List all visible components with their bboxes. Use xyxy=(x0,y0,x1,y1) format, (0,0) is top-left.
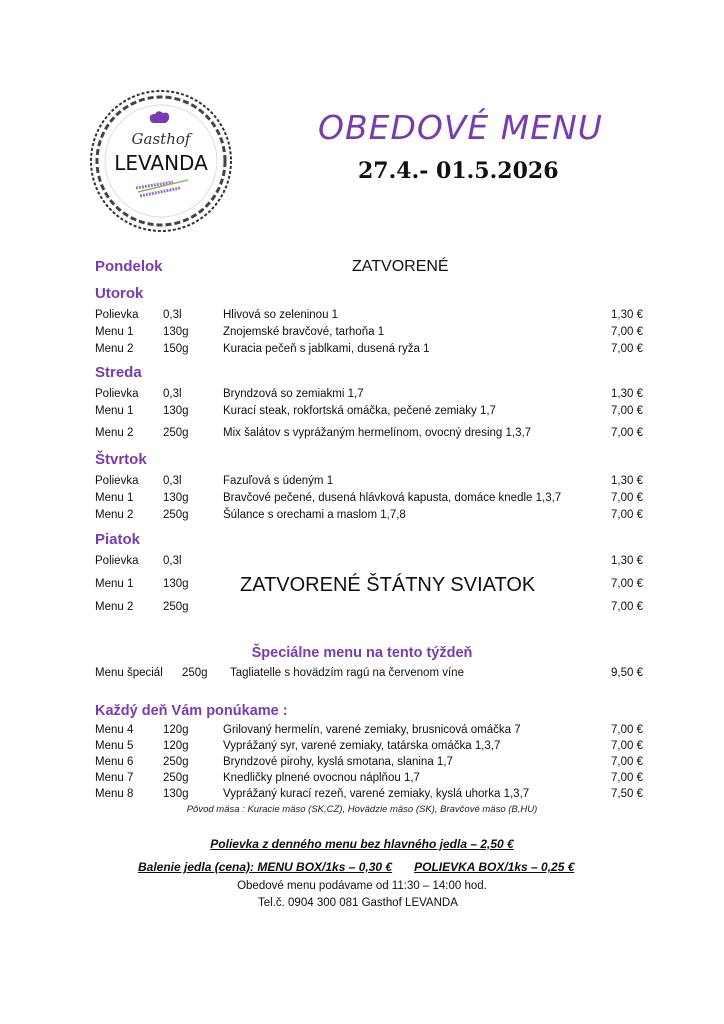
lavender-chef-hat-logo-icon xyxy=(88,88,234,234)
item-type: Polievka xyxy=(95,475,139,487)
item-desc: Šúlance s orechami a maslom 1,7,8 xyxy=(223,509,406,521)
menu-row xyxy=(95,492,643,509)
page-title: OBEDOVÉ MENU xyxy=(318,108,603,147)
item-size: 250g xyxy=(163,756,189,768)
item-desc: Vyprážaný kurací rezeň, varené zemiaky, kyslá uhorka 1,3,7 xyxy=(223,788,530,800)
item-size: 250g xyxy=(163,427,189,439)
item-type: Menu 2 xyxy=(95,509,134,521)
packaging-soup-box: POLIEVKA BOX/1ks – 0,25 € xyxy=(414,860,575,874)
item-price: 7,00 € xyxy=(611,578,643,590)
everyday-menu-heading: Každý deň Vám ponúkame : xyxy=(95,703,288,719)
item-type: Menu špeciál xyxy=(95,667,163,679)
item-type: Menu 5 xyxy=(95,740,134,752)
item-type: Menu 2 xyxy=(95,601,134,613)
holiday-closed-label: ZATVORENÉ ŠTÁTNY SVIATOK xyxy=(240,574,536,596)
menu-row xyxy=(95,509,643,526)
closed-label-pondelok: ZATVORENÉ xyxy=(352,258,449,275)
item-type: Polievka xyxy=(95,388,139,400)
item-size: 120g xyxy=(163,740,189,752)
item-desc: Vyprážaný syr, varené zemiaky, tatárska omáčka 1,3,7 xyxy=(223,740,501,752)
item-price: 7,00 € xyxy=(611,601,643,613)
menu-row xyxy=(95,772,643,789)
logo-line2: LEVANDA xyxy=(114,151,208,175)
item-size: 250g xyxy=(163,601,189,613)
item-price: 7,50 € xyxy=(611,788,643,800)
item-price: 7,00 € xyxy=(611,427,643,439)
menu-row xyxy=(95,427,643,444)
item-desc: Mix šalátov s vyprážaným hermelínom, ovocný dresing 1,3,7 xyxy=(223,427,532,439)
item-price: 7,00 € xyxy=(611,492,643,504)
item-desc: Kuracia pečeň s jablkami, dusená ryža 1 xyxy=(223,343,430,355)
item-type: Menu 1 xyxy=(95,578,134,590)
item-price: 7,00 € xyxy=(611,326,643,338)
contact-phone: Tel.č. 0904 300 081 Gasthof LEVANDA xyxy=(258,897,458,909)
item-price: 7,00 € xyxy=(611,756,643,768)
item-size: 250g xyxy=(163,772,189,784)
item-size: 120g xyxy=(163,724,189,736)
item-desc: Tagliatelle s hovädzím ragú na červenom víne xyxy=(230,667,464,679)
special-menu-heading: Špeciálne menu na tento týždeň xyxy=(251,645,473,661)
menu-row xyxy=(95,756,643,773)
item-desc: Grilovaný hermelín, varené zemiaky, brusnicová omáčka 7 xyxy=(223,724,521,736)
item-price: 7,00 € xyxy=(611,740,643,752)
item-size: 250g xyxy=(163,509,189,521)
item-size: 130g xyxy=(163,405,189,417)
menu-row xyxy=(95,309,643,326)
day-heading-pondelok: Pondelok xyxy=(95,258,163,275)
item-desc: Hlivová so zeleninou 1 xyxy=(223,309,339,321)
item-size: 0,3l xyxy=(163,388,182,400)
logo-line1: Gasthof xyxy=(131,130,191,148)
day-heading-utorok: Utorok xyxy=(95,285,144,302)
item-desc: Bryndzová so zemiakmi 1,7 xyxy=(223,388,364,400)
item-type: Menu 2 xyxy=(95,343,134,355)
packaging-menu-box: Balenie jedla (cena): MENU BOX/1ks – 0,30 € xyxy=(138,860,393,874)
restaurant-logo xyxy=(88,88,234,234)
menu-row xyxy=(95,788,643,805)
item-type: Menu 2 xyxy=(95,427,134,439)
menu-row xyxy=(95,740,643,757)
item-type: Menu 8 xyxy=(95,788,134,800)
item-type: Menu 6 xyxy=(95,756,134,768)
item-desc: Bravčové pečené, dusená hlávková kapusta, domáce knedle 1,3,7 xyxy=(223,492,562,504)
menu-row xyxy=(95,405,643,422)
item-type: Polievka xyxy=(95,555,139,567)
item-size: 0,3l xyxy=(163,555,182,567)
menu-row xyxy=(95,475,643,492)
menu-row xyxy=(95,388,643,405)
item-size: 150g xyxy=(163,343,189,355)
day-heading-piatok: Piatok xyxy=(95,531,141,548)
menu-row xyxy=(95,724,643,741)
item-price: 1,30 € xyxy=(611,555,643,567)
day-heading-streda: Streda xyxy=(95,364,142,381)
item-price: 7,00 € xyxy=(611,772,643,784)
item-desc: Znojemské bravčové, tarhoňa 1 xyxy=(223,326,385,338)
soup-only-price-note: Polievka z denného menu bez hlavného jedla – 2,50 € xyxy=(210,837,514,851)
item-size: 130g xyxy=(163,492,189,504)
item-size: 0,3l xyxy=(163,309,182,321)
item-size: 130g xyxy=(163,578,189,590)
day-heading-stvrtok: Štvrtok xyxy=(95,451,147,468)
item-desc: Bryndzové pirohy, kyslá smotana, slanina 1,7 xyxy=(223,756,453,768)
item-desc: Kurací steak, rokfortská omáčka, pečené zemiaky 1,7 xyxy=(223,405,496,417)
item-price: 1,30 € xyxy=(611,388,643,400)
item-price: 1,30 € xyxy=(611,475,643,487)
item-type: Menu 4 xyxy=(95,724,134,736)
item-price: 1,30 € xyxy=(611,309,643,321)
menu-row xyxy=(95,326,643,343)
item-size: 0,3l xyxy=(163,475,182,487)
item-size: 250g xyxy=(182,667,208,679)
item-desc: Knedličky plnené ovocnou náplňou 1,7 xyxy=(223,772,420,784)
item-price: 7,00 € xyxy=(611,405,643,417)
special-menu-row xyxy=(95,667,643,684)
item-type: Menu 7 xyxy=(95,772,134,784)
date-range: 27.4.- 01.5.2026 xyxy=(358,158,559,184)
menu-row xyxy=(95,601,643,618)
item-price: 9,50 € xyxy=(611,667,643,679)
item-type: Menu 1 xyxy=(95,492,134,504)
packaging-note xyxy=(138,860,574,874)
item-desc: Fazuľová s údeným 1 xyxy=(223,475,334,487)
item-price: 7,00 € xyxy=(611,343,643,355)
item-size: 130g xyxy=(163,788,189,800)
menu-row xyxy=(95,555,643,572)
item-price: 7,00 € xyxy=(611,509,643,521)
menu-row xyxy=(95,343,643,360)
meat-origin-note: Pôvod mäsa : Kuracie mäso (SK,CZ), Hovädzie mäso (SK), Bravčové mäso (B,HU) xyxy=(186,804,538,815)
item-type: Polievka xyxy=(95,309,139,321)
item-type: Menu 1 xyxy=(95,405,134,417)
item-price: 7,00 € xyxy=(611,724,643,736)
serving-hours: Obedové menu podávame od 11:30 – 14:00 hod. xyxy=(237,880,487,892)
item-type: Menu 1 xyxy=(95,326,134,338)
item-size: 130g xyxy=(163,326,189,338)
